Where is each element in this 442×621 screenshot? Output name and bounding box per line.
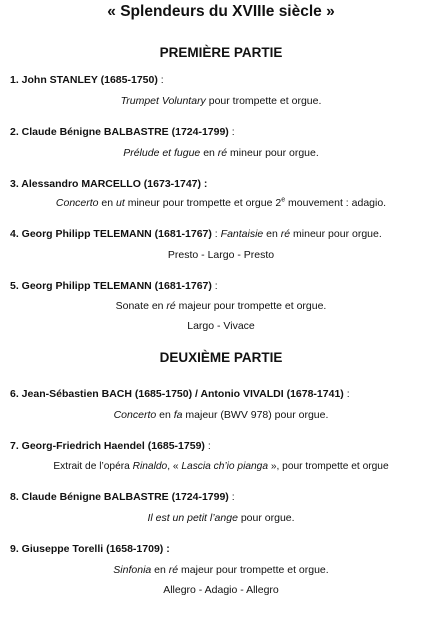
part-heading-first: PREMIÈRE PARTIE <box>159 45 283 60</box>
work-text: majeur (BWV 978) pour orgue. <box>182 409 329 421</box>
composer-name: 8. Claude Bénigne BALBASTRE (1724-1799) <box>10 491 229 503</box>
composer-line-7 <box>10 440 211 452</box>
work-text: pour trompette et orgue. <box>205 95 322 107</box>
composer-suffix: : <box>157 74 164 86</box>
composer-line-2 <box>10 126 235 138</box>
work-line-2 <box>0 147 442 159</box>
work-line-7 <box>0 461 442 472</box>
composer-name: 1. John STANLEY (1685-1750) <box>10 74 158 86</box>
superscript: e <box>281 196 286 204</box>
work-text: pour orgue. <box>237 512 295 524</box>
movements: Largo - Vivace <box>187 320 255 332</box>
work-line-9b <box>0 584 442 596</box>
composer-line-5 <box>10 280 218 292</box>
composer-name: 9. Giuseppe Torelli (1658-1709) : <box>10 543 170 555</box>
work-text: en <box>151 564 169 576</box>
composer-suffix: : <box>211 228 221 240</box>
work-text: Extrait de l’opéra <box>53 461 133 472</box>
composer-name: 7. Georg-Friedrich Haendel (1685-1759) <box>10 440 205 452</box>
work-text: mineur pour orgue. <box>227 147 319 159</box>
work-key: fa <box>173 409 183 421</box>
composer-suffix: : <box>343 388 350 400</box>
work-title: Fantaisie <box>220 228 264 240</box>
composer-line-4 <box>10 228 382 240</box>
work-line-9 <box>0 564 442 576</box>
work-text: majeur pour trompette et orgue. <box>178 564 329 576</box>
work-key: ré <box>166 300 176 312</box>
work-title: Il est un petit l’ange <box>147 512 238 524</box>
composer-line-1 <box>10 74 164 86</box>
composer-suffix: : <box>228 126 235 138</box>
part-heading-second: DEUXIÈME PARTIE <box>159 350 283 365</box>
composer-suffix: : <box>211 280 218 292</box>
work-key: ré <box>217 147 228 159</box>
work-line-4 <box>0 249 442 261</box>
work-title: Prélude et fugue <box>123 147 201 159</box>
composer-suffix: : <box>204 440 211 452</box>
composer-line-9 <box>10 543 170 555</box>
work-key: ut <box>116 197 125 209</box>
work-title: Trumpet Voluntary <box>120 95 206 107</box>
movements: Presto - Largo - Presto <box>167 249 275 261</box>
movements: Allegro - Adagio - Allegro <box>163 584 279 596</box>
composer-line-3 <box>10 178 207 190</box>
composer-line-6 <box>10 388 350 400</box>
aria-title: Lascia ch’io pianga <box>181 461 269 472</box>
composer-name: 6. Jean-Sébastien BACH (1685-1750) / Antonio VIVALDI (1678-1741) <box>10 388 344 400</box>
work-text: en <box>263 228 281 240</box>
work-title: Rinaldo <box>132 461 168 472</box>
work-text: , « <box>167 461 182 472</box>
work-title: Concerto <box>55 197 99 209</box>
work-text: en <box>98 197 117 209</box>
work-line-6 <box>0 409 442 421</box>
work-text: en <box>156 409 174 421</box>
work-key: ré <box>280 228 291 240</box>
work-line-1 <box>0 95 442 107</box>
work-text: majeur pour trompette et orgue. <box>175 300 327 312</box>
work-line-5 <box>0 300 442 312</box>
work-text: en <box>200 147 218 159</box>
work-text: », pour trompette et orgue <box>268 461 389 472</box>
work-text: mouvement : adagio. <box>285 197 387 209</box>
composer-name: 4. Georg Philipp TELEMANN (1681-1767) <box>10 228 212 240</box>
composer-suffix: : <box>228 491 235 503</box>
composer-line-8 <box>10 491 235 503</box>
work-title: Concerto <box>113 409 157 421</box>
composer-name: 3. Alessandro MARCELLO (1673-1747) : <box>10 178 208 190</box>
work-text: Sonate en <box>115 300 167 312</box>
work-text: mineur pour orgue. <box>290 228 382 240</box>
work-key: ré <box>168 564 179 576</box>
work-line-8 <box>0 512 442 524</box>
work-line-5b <box>0 320 442 332</box>
work-title: Sinfonia <box>113 564 152 576</box>
work-line-3 <box>0 197 442 209</box>
composer-name: 2. Claude Bénigne BALBASTRE (1724-1799) <box>10 126 229 138</box>
composer-name: 5. Georg Philipp TELEMANN (1681-1767) <box>10 280 212 292</box>
work-text: mineur pour trompette et orgue 2 <box>124 197 282 209</box>
page-title: « Splendeurs du XVIIIe siècle » <box>107 3 335 20</box>
